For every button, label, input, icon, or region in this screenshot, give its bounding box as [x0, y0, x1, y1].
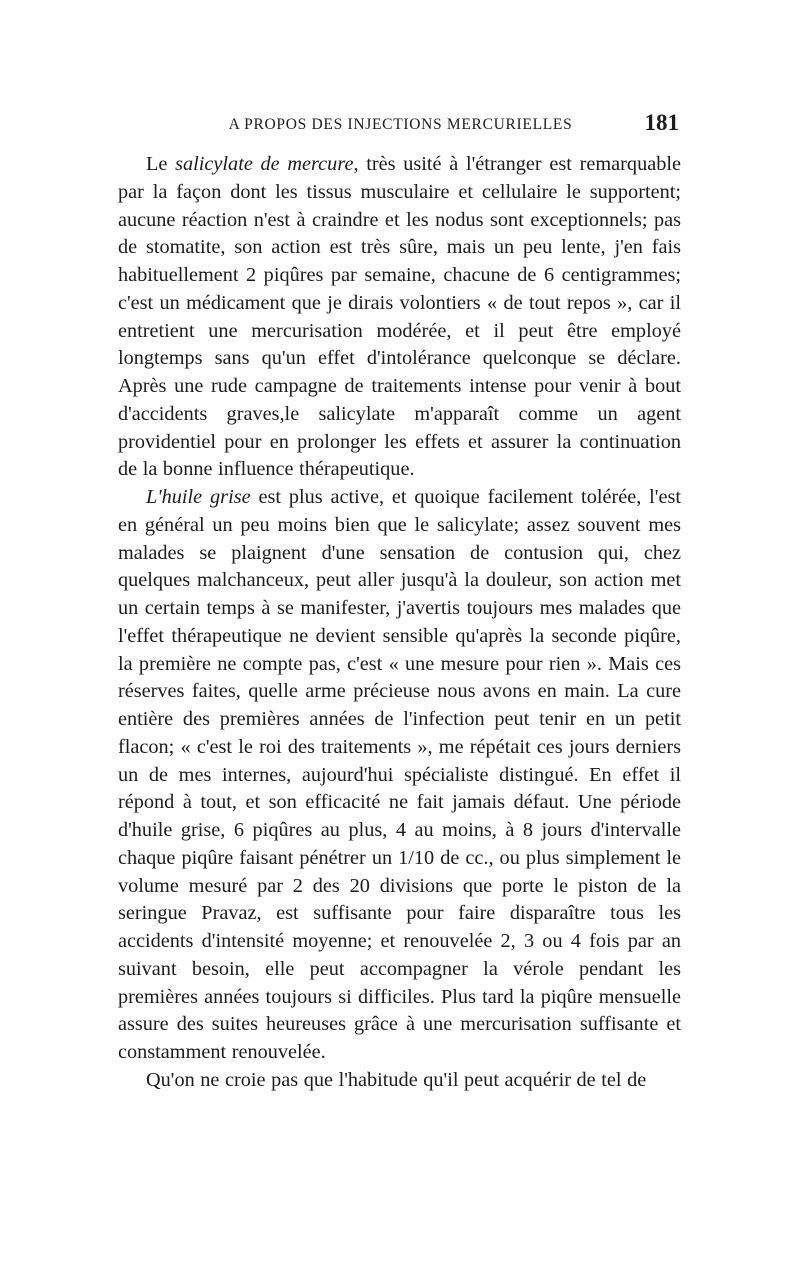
paragraph-final: [118, 1067, 681, 1095]
running-head: [118, 110, 683, 134]
text-run: Qu'on ne croie pas que l'habitude qu'il peut acquérir de tel de: [146, 1068, 647, 1091]
text-run: Le: [146, 153, 176, 175]
running-title: A PROPOS DES INJECTIONS MERCURIELLES: [228, 116, 573, 133]
paragraph-huile-grise: [118, 484, 681, 1067]
text-run: est plus active, et quoique facilement tolérée, l'est en général un peu moins bien que le salicylate; assez souvent mes malades se plaignent d'une sensation de contusion qui, chez quelques malchanceux, peut aller jusqu'à la douleur, son action met un certain temps à se manifester, j'avertis toujours mes malades que l'effet thérapeutique ne devient sensible qu'après la seconde piqûre, la première ne compte pas, c'est « une mesure pour rien ». Mais ces réserves faites, quelle arme précieuse nous avons en main. La cure entière des premières années de l'infection peut tenir en un petit flacon; « c'est le roi des traitements », me répétait ces jours derniers un de mes internes, aujourd'hui spécialiste distingué. En effet il répond à tout, et son efficacité ne fait jamais défaut. Une période d'huile grise, 6 piqûres au plus, 4 au moins, à 8 jours d'intervalle chaque piqûre faisant pénétrer un 1/10 de cc., ou plus simplement le volume mesuré par 2 des 20 divisions que porte le piston de la seringue Pravaz, est suffisante pour faire disparaître tous les accidents d'intensité moyenne; et renouvelée 2, 3 ou 4 fois par an suivant besoin, elle peut accompagner la vérole pendant les premières années toujours si difficiles. Plus tard la piqûre mensuelle assure des suites heureuses grâce à une mercurisation suffisante et constamment renouvelée.: [118, 486, 681, 1063]
term-salicylate-de-mercure: salicylate de mercure: [175, 153, 354, 175]
body-text: [118, 151, 681, 1095]
paragraph-salicylate: [118, 151, 681, 484]
page-number: 181: [644, 110, 679, 135]
text-run: , très usité à l'étranger est remarquable par la façon dont les tissus musculaire et cellulaire le supportent; aucune réaction n'est à craindre et les nodus sont exceptionnels; pas de stomatite, son action est très sûre, mais un peu lente, j'en fais habituellement 2 piqûres par semaine, chacune de 6 centigrammes; c'est un médicament que je dirais volontiers « de tout repos », car il entretient une mercurisation modérée, et il peut être employé longtemps sans qu'un effet d'intolérance quelconque se déclare. Après une rude campagne de traitements intense pour venir à bout d'accidents graves,le salicylate m'apparaît comme un agent providentiel pour en prolonger les effets et assurer la continuation de la bonne influence thérapeutique.: [118, 153, 681, 481]
term-huile-grise: L'huile grise: [146, 486, 251, 508]
